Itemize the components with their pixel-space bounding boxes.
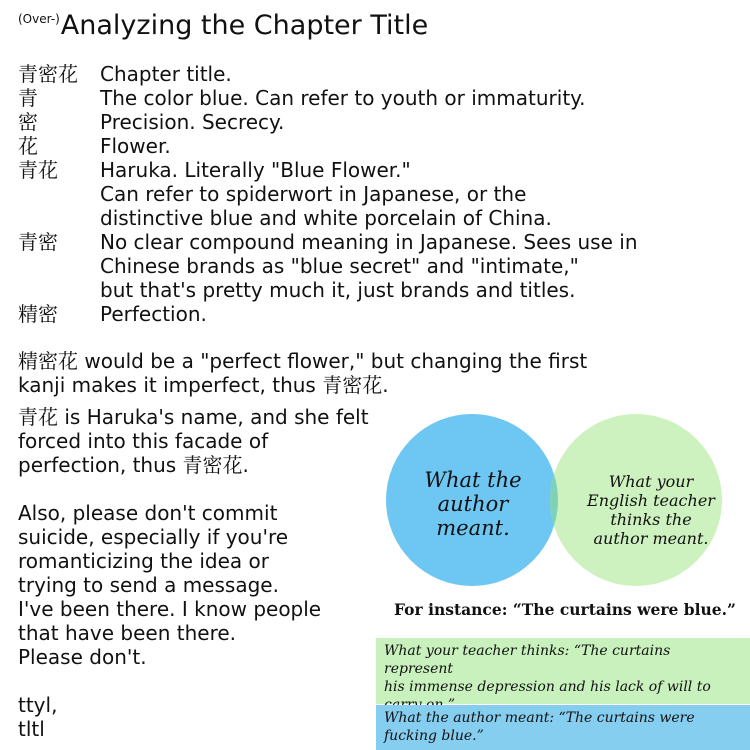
glossary-definition: Flower. bbox=[100, 134, 171, 158]
glossary-term: 精密 bbox=[18, 302, 58, 326]
glossary-row bbox=[18, 62, 638, 86]
glossary bbox=[18, 62, 638, 326]
page-title bbox=[18, 10, 428, 41]
glossary-term: 花 bbox=[18, 134, 38, 158]
glossary-row bbox=[18, 302, 638, 326]
glossary-row bbox=[18, 134, 638, 158]
signoff: ttyl, tltl bbox=[18, 693, 58, 741]
glossary-definition: The color blue. Can refer to youth or immaturity. bbox=[100, 86, 586, 110]
glossary-term: 青花 bbox=[18, 158, 58, 182]
glossary-term: 密 bbox=[18, 110, 38, 134]
glossary-row bbox=[18, 230, 638, 302]
title-prefix: (Over-) bbox=[18, 12, 60, 26]
glossary-definition: Perfection. bbox=[100, 302, 207, 326]
paragraph-message: Also, please don't commit suicide, especially if you're romanticizing the idea or trying to send a message. I've been there. I know people that have been there. Please don't. bbox=[18, 501, 322, 669]
glossary-row bbox=[18, 86, 638, 110]
venn-diagram bbox=[386, 412, 746, 590]
author-meaning-box: What the author meant: “The curtains were fucking blue.” bbox=[376, 705, 750, 750]
glossary-definition: Chapter title. bbox=[100, 62, 232, 86]
paragraph-haruka: 青花 is Haruka's name, and she felt forced into this facade of perfection, thus 青密花. bbox=[18, 405, 369, 477]
glossary-term: 青 bbox=[18, 86, 38, 110]
paragraph-perfect-flower: 精密花 would be a "perfect flower," but changing the first kanji makes it imperfect, thus 青密花. bbox=[18, 349, 588, 397]
glossary-definition: Precision. Secrecy. bbox=[100, 110, 285, 134]
glossary-row bbox=[18, 158, 638, 230]
glossary-term: 青密花 bbox=[18, 62, 78, 86]
glossary-row bbox=[18, 110, 638, 134]
instance-heading: For instance: “The curtains were blue.” bbox=[394, 600, 736, 619]
title-main: Analyzing the Chapter Title bbox=[60, 10, 429, 41]
venn-label-author: What the author meant. bbox=[424, 468, 522, 540]
teacher-interpretation-box: What your teacher thinks: “The curtains represent his immense depression and his lack of will to bbox=[376, 638, 750, 704]
glossary-term: 青密 bbox=[18, 230, 58, 254]
glossary-definition: Haruka. Literally "Blue Flower." Can refer to spiderwort in Japanese, or the distinctive blue and white porcelain of China. bbox=[100, 158, 552, 230]
glossary-definition: No clear compound meaning in Japanese. Sees use in Chinese brands as "blue secret" and "intimate," but that's pretty much it, just brands and titles. bbox=[100, 230, 638, 302]
venn-label-teacher: What your English teacher thinks the author meant. bbox=[587, 472, 715, 548]
